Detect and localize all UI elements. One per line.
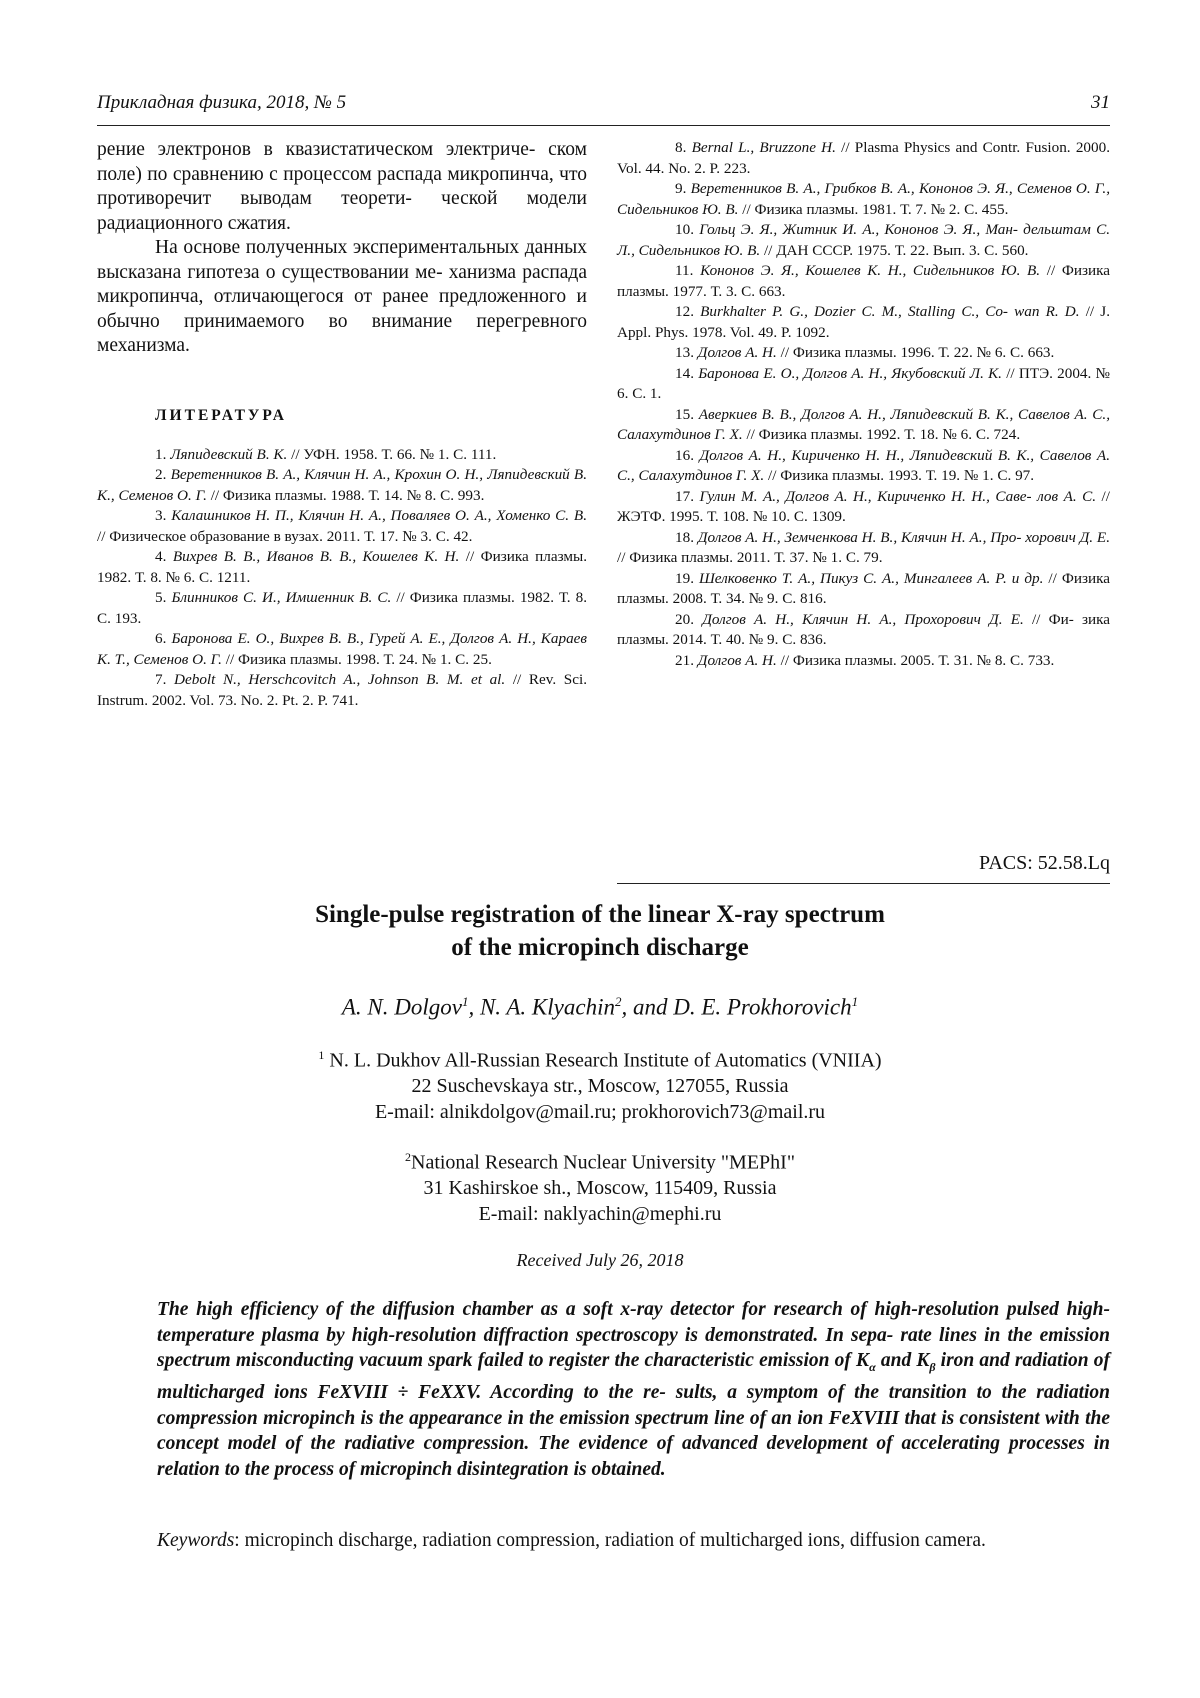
literature-heading: ЛИТЕРАТУРА	[155, 407, 587, 425]
reference-number: 17.	[675, 488, 694, 505]
reference-source: // Физика плазмы. 1981. Т. 7. № 2. С. 455.	[738, 201, 1008, 218]
reference-number: 20.	[675, 611, 694, 628]
author-name: D. E. Prokhorovich	[673, 995, 851, 1020]
reference-number: 9.	[675, 180, 686, 197]
reference-number: 7.	[155, 671, 166, 688]
author-list	[150, 988, 1050, 1022]
reference-item	[617, 220, 1110, 261]
reference-authors: Баронова Е. О., Долгов А. Н., Якубовский Л. К.	[698, 365, 1002, 382]
reference-authors: Ляпидевский В. К.	[170, 446, 287, 463]
affiliation-mark: 1	[318, 1048, 324, 1062]
affiliation-mark: 2	[615, 994, 622, 1009]
header-rule	[97, 125, 1110, 126]
reference-authors: Долгов А. Н., Клячин Н. А., Прохорович Д. Е.	[702, 611, 1024, 628]
reference-source: // Физика плазмы. 1998. Т. 24. № 1. С. 25.	[222, 651, 492, 668]
reference-number: 4.	[155, 548, 166, 565]
affiliation-email: E-mail: naklyachin@mephi.ru	[150, 1202, 1050, 1228]
reference-number: 14.	[675, 365, 694, 382]
title-line-1: Single-pulse registration of the linear X-ray spectrum	[315, 901, 885, 928]
keywords-label: Keywords	[157, 1530, 234, 1551]
pacs-rule	[617, 883, 1110, 884]
reference-item	[97, 670, 587, 711]
reference-item	[617, 610, 1110, 651]
reference-authors: Кононов Э. Я., Кошелев К. Н., Сидельников Ю. В.	[700, 262, 1040, 279]
reference-item	[97, 445, 587, 466]
reference-item	[617, 487, 1110, 528]
left-column	[97, 138, 587, 711]
body-paragraph: На основе полученных экспериментальных данных высказана гипотеза о существовании ме- ханизма распада микропинча, отличающегося от ранее предложенного и обычно принимаемого во внимание перегревного механизма.	[97, 236, 587, 359]
running-head	[97, 92, 1110, 114]
reference-number: 16.	[675, 447, 694, 464]
reference-source: // Физика плазмы. 1982. Т. 8. № 6. С. 1211.	[97, 548, 587, 586]
affiliation-mark: 1	[852, 994, 859, 1009]
reference-item	[97, 506, 587, 547]
article-title	[150, 898, 1050, 964]
affiliation-name: National Research Nuclear University "MEPhI"	[411, 1152, 795, 1174]
reference-authors: Веретенников В. А., Клячин Н. А., Крохин О. Н., Ляпидевский В. К., Семенов О. Г.	[97, 466, 587, 504]
reference-source: // J. Appl. Phys. 1978. Vol. 49. P. 1092.	[617, 303, 1110, 341]
reference-source: // Plasma Physics and Contr. Fusion. 2000. Vol. 44. No. 2. P. 223.	[617, 139, 1110, 177]
reference-source: // Физика плазмы. 2011. Т. 37. № 1. С. 79.	[617, 549, 883, 566]
keywords-text: : micropinch discharge, radiation compression, radiation of multicharged ions, diffusion camera.	[234, 1530, 986, 1551]
reference-authors: Баронова Е. О., Вихрев В. В., Гурей А. Е., Долгов А. Н., Караев К. Т., Семенов О. Г.	[97, 630, 587, 668]
author-separator: , and	[621, 995, 673, 1020]
reference-authors: Bernal L., Bruzzone H.	[692, 139, 836, 156]
reference-item	[617, 302, 1110, 343]
reference-authors: Блинников С. И., Имшенник В. С.	[171, 589, 391, 606]
reference-source: // Физика плазмы. 1996. Т. 22. № 6. С. 663.	[777, 344, 1055, 361]
body-paragraph: рение электронов в квазистатическом электриче- ском поле) по сравнению с процессом распада микропинча, что противоречит выводам теорети- ческой модели радиационного сжатия.	[97, 138, 587, 236]
reference-source: // Физика плазмы. 1993. Т. 19. № 1. С. 97.	[764, 467, 1034, 484]
reference-item	[97, 588, 587, 629]
reference-authors: Долгов А. Н., Кириченко Н. Н., Ляпидевский В. К., Савелов А. С., Салахутдинов Г. Х.	[617, 447, 1110, 485]
reference-authors: Вихрев В. В., Иванов В. В., Кошелев К. Н.	[173, 548, 459, 565]
reference-source: // Физика плазмы. 1982. Т. 8. С. 193.	[97, 589, 587, 627]
reference-number: 8.	[675, 139, 686, 156]
reference-number: 5.	[155, 589, 166, 606]
reference-source: // ДАН СССР. 1975. Т. 22. Вып. 3. С. 560.	[760, 242, 1028, 259]
subscript-alpha: α	[869, 1360, 876, 1374]
reference-item	[617, 138, 1110, 179]
reference-authors: Debolt N., Herschcovitch A., Johnson B. M. et al.	[174, 671, 505, 688]
reference-source: // Физическое образование в вузах. 2011. Т. 17. № 3. С. 42.	[97, 528, 472, 545]
author-separator: ,	[468, 995, 480, 1020]
reference-item	[617, 651, 1110, 672]
reference-item	[617, 343, 1110, 364]
affiliation-name: N. L. Dukhov All-Russian Research Institute of Automatics (VNIIA)	[324, 1050, 881, 1072]
reference-number: 12.	[675, 303, 694, 320]
reference-authors: Гольц Э. Я., Житник И. А., Кононов Э. Я., Ман- дельштам С. Л., Сидельников Ю. В.	[617, 221, 1110, 259]
reference-number: 10.	[675, 221, 694, 238]
keywords	[157, 1528, 1110, 1553]
reference-number: 1.	[155, 446, 166, 463]
reference-source: // Физика плазмы. 1977. Т. 3. С. 663.	[617, 262, 1110, 300]
reference-source: // ЖЭТФ. 1995. Т. 108. № 10. С. 1309.	[617, 488, 1110, 526]
author-name: A. N. Dolgov	[342, 995, 462, 1020]
right-column	[617, 138, 1110, 671]
reference-item	[617, 569, 1110, 610]
reference-authors: Долгов А. Н.	[698, 344, 777, 361]
page-number: 31	[1091, 92, 1110, 114]
reference-item	[97, 465, 587, 506]
reference-source: // Физика плазмы. 1992. Т. 18. № 6. С. 724.	[743, 426, 1021, 443]
reference-item	[97, 629, 587, 670]
abstract-text: iron and radiation of multicharged ions FeXVIII ÷ FeXXV. According to the re- sults, a symptom of the transition to the radiation compression micropinch is the appearance in the emission spectrum line of an ion FeXVIII that is consistent with the concept model of the radiative compression. The evidence of advanced development of accelerating processes in relation to the process of micropinch disintegration is obtained.	[157, 1350, 1110, 1480]
reference-authors: Шелковенко Т. А., Пикуз С. А., Мингалеев А. Р. и др.	[699, 570, 1043, 587]
reference-number: 6.	[155, 630, 166, 647]
reference-authors: Burkhalter P. G., Dozier C. M., Stalling C., Co- wan R. D.	[700, 303, 1079, 320]
received-date: Received July 26, 2018	[150, 1250, 1050, 1271]
journal-page	[0, 0, 1200, 1698]
reference-item	[617, 405, 1110, 446]
reference-number: 19.	[675, 570, 694, 587]
reference-item	[617, 446, 1110, 487]
reference-authors: Гулин М. А., Долгов А. Н., Кириченко Н. Н., Саве- лов А. С.	[699, 488, 1096, 505]
reference-item	[617, 179, 1110, 220]
reference-item	[617, 261, 1110, 302]
title-line-2: of the micropinch discharge	[451, 934, 748, 961]
pacs-code: PACS: 52.58.Lq	[700, 852, 1110, 875]
reference-number: 18.	[675, 529, 694, 546]
reference-source: // ПТЭ. 2004. № 6. С. 1.	[617, 365, 1110, 403]
reference-number: 2.	[155, 466, 166, 483]
reference-list-left	[97, 445, 587, 712]
reference-number: 15.	[675, 406, 694, 423]
abstract	[157, 1297, 1110, 1482]
abstract-text: The high efficiency of the diffusion chamber as a soft x-ray detector for research of high-resolution pulsed high-temperature plasma by high-resolution diffraction spectroscopy is demonstrated. In sepa- rate lines in the emission spectrum misconducting vacuum spark failed to register the characteristic emission of K	[157, 1299, 1110, 1371]
reference-source: // Фи- зика плазмы. 2014. Т. 40. № 9. С. 836.	[617, 611, 1110, 649]
subscript-beta: β	[929, 1360, 935, 1374]
author-name: N. A. Klyachin	[480, 995, 615, 1020]
reference-item	[617, 364, 1110, 405]
reference-item	[617, 528, 1110, 569]
reference-authors: Долгов А. Н., Земченкова Н. В., Клячин Н. А., Про- хорович Д. Е.	[698, 529, 1110, 546]
abstract-text: and K	[876, 1350, 930, 1371]
reference-list-right	[617, 138, 1110, 671]
reference-number: 3.	[155, 507, 166, 524]
affiliation-mark: 1	[462, 994, 469, 1009]
reference-authors: Калашников Н. П., Клячин Н. А., Поваляев О. А., Хоменко С. В.	[171, 507, 587, 524]
affiliation-mark: 2	[405, 1150, 411, 1164]
affiliation-1	[150, 1043, 1050, 1125]
reference-authors: Аверкиев В. В., Долгов А. Н., Ляпидевский В. К., Савелов А. С., Салахутдинов Г. Х.	[617, 406, 1110, 444]
reference-source: // УФН. 1958. Т. 66. № 1. С. 111.	[287, 446, 496, 463]
reference-source: // Физика плазмы. 2008. Т. 34. № 9. С. 816.	[617, 570, 1110, 608]
affiliation-address: 31 Kashirskoe sh., Moscow, 115409, Russia	[150, 1176, 1050, 1202]
journal-name: Прикладная физика, 2018, № 5	[97, 92, 346, 114]
reference-authors: Веретенников В. А., Грибков В. А., Кононов Э. Я., Семенов О. Г., Сидельников Ю. В.	[617, 180, 1110, 218]
reference-number: 13.	[675, 344, 694, 361]
reference-number: 11.	[675, 262, 693, 279]
reference-authors: Долгов А. Н.	[698, 652, 777, 669]
reference-source: // Физика плазмы. 1988. Т. 14. № 8. С. 993.	[207, 487, 485, 504]
affiliation-email: E-mail: alnikdolgov@mail.ru; prokhorovich73@mail.ru	[150, 1100, 1050, 1126]
affiliation-address: 22 Suschevskaya str., Moscow, 127055, Russia	[150, 1074, 1050, 1100]
affiliation-2	[150, 1145, 1050, 1227]
reference-source: // Rev. Sci. Instrum. 2002. Vol. 73. No. 2. Pt. 2. P. 741.	[97, 671, 587, 709]
reference-number: 21.	[675, 652, 694, 669]
reference-source: // Физика плазмы. 2005. Т. 31. № 8. С. 733.	[777, 652, 1055, 669]
reference-item	[97, 547, 587, 588]
